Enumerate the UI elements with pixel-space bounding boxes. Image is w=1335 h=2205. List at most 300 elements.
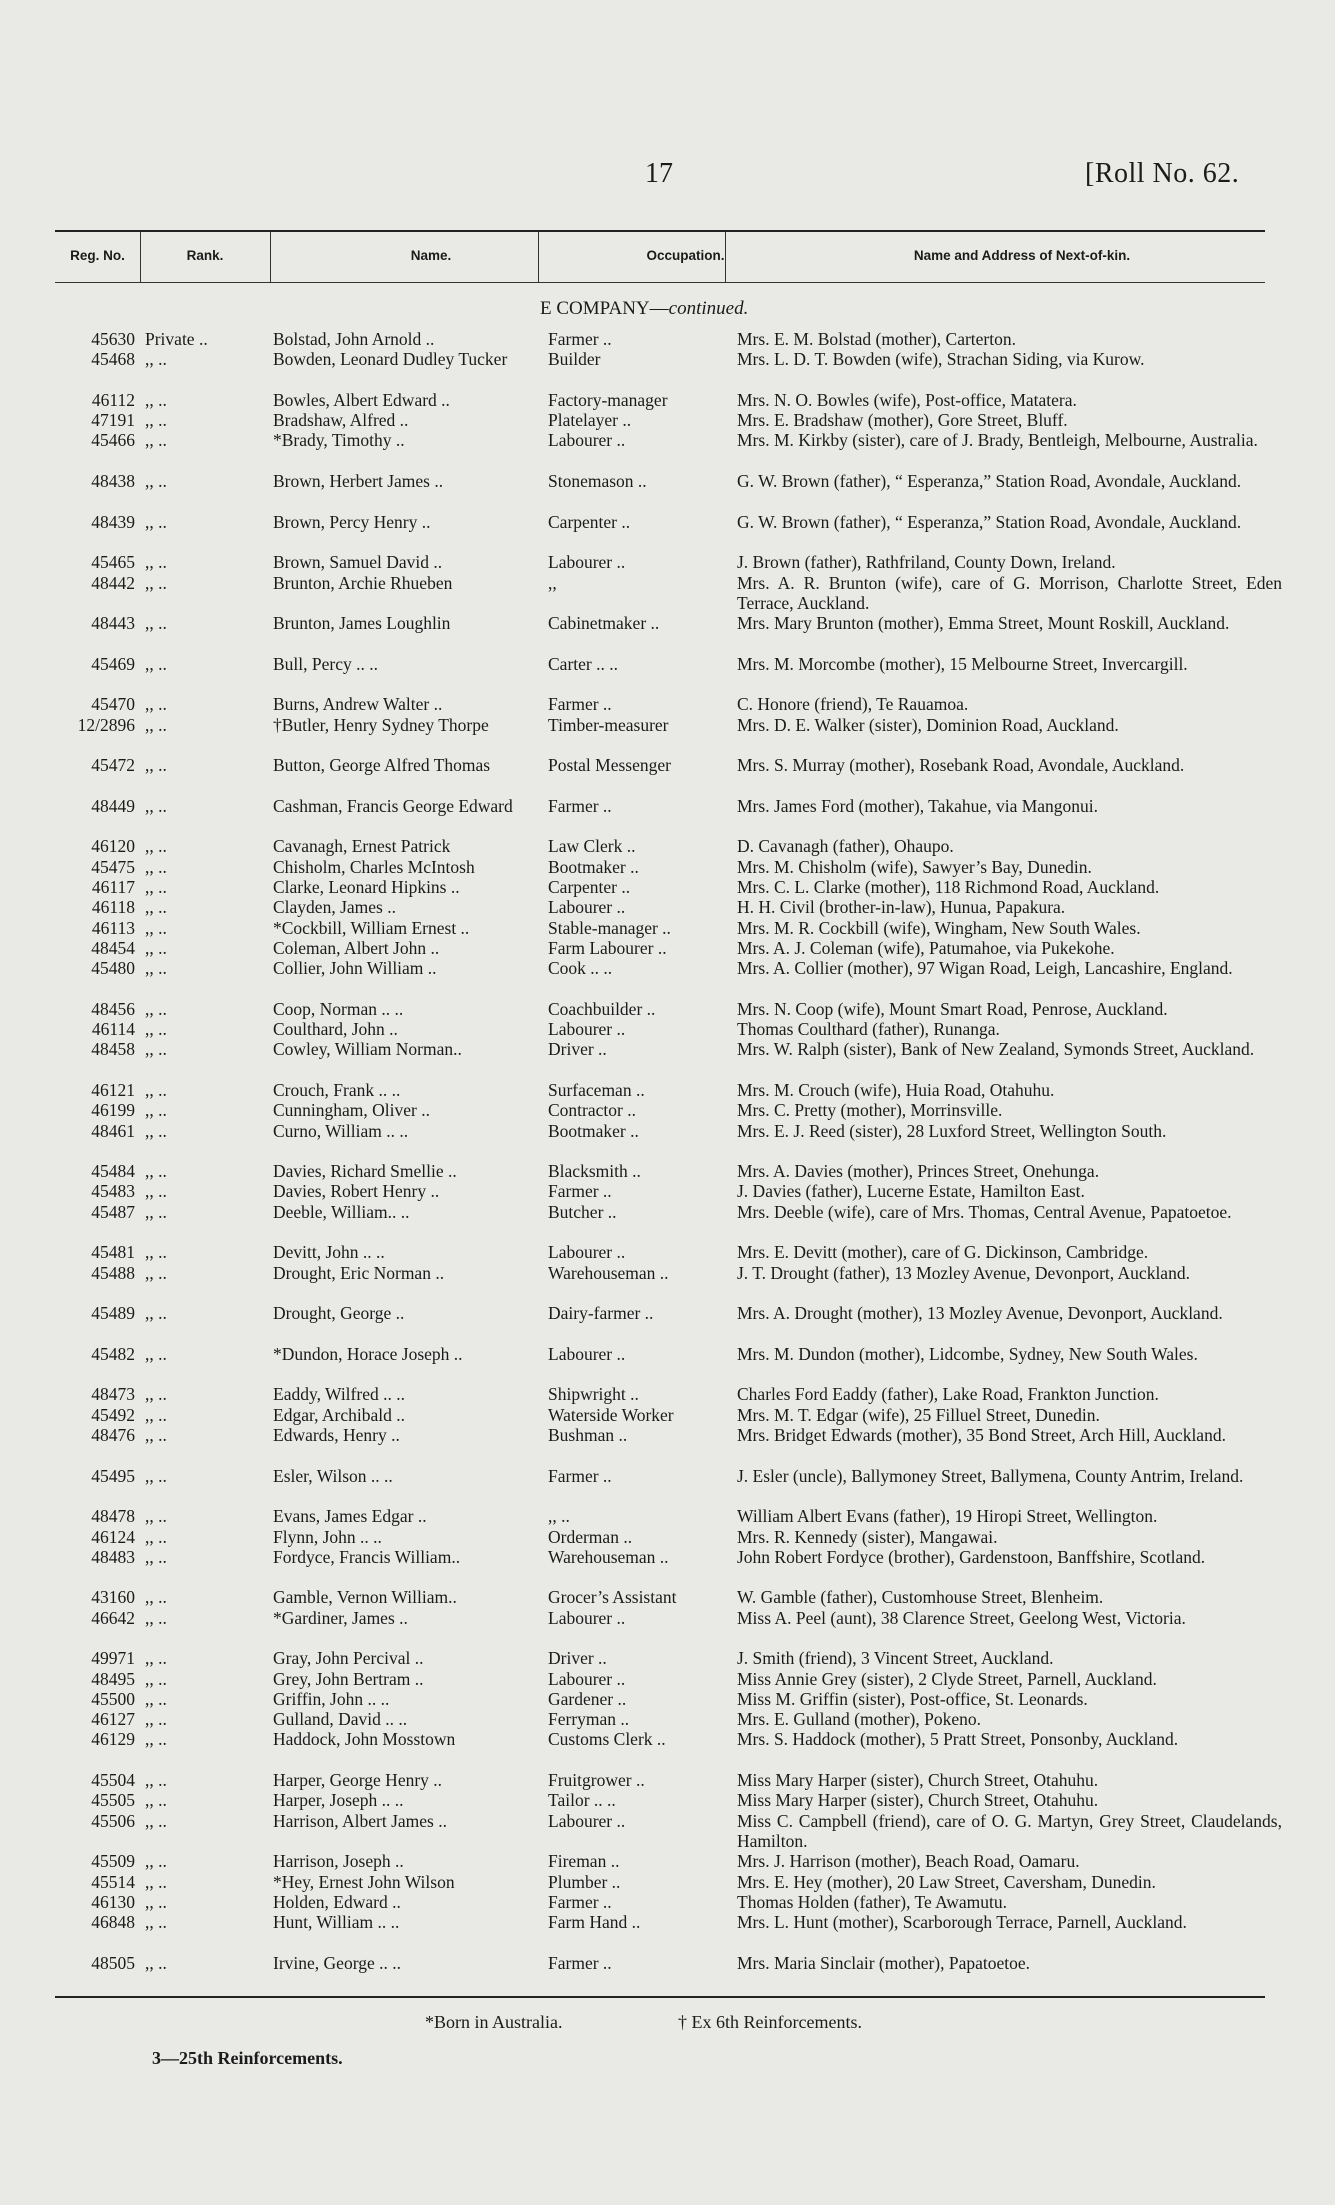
next-of-kin: Mrs. M. T. Edgar (wife), 25 Filluel Street, Dunedin. [737,1404,1100,1425]
table-row [0,1770,1335,1790]
table-bottom-rule [55,1996,1265,1998]
rank: ,, .. [145,1201,167,1222]
rank: ,, .. [145,1039,167,1060]
soldier-name: Bradshaw, Alfred .. [273,410,409,431]
signature-line: 3—25th Reinforcements. [152,2048,343,2068]
reg-number: 49971 [91,1648,135,1669]
rank: ,, .. [145,552,167,573]
soldier-name: Gray, John Percival .. [273,1648,424,1669]
occupation: Tailor .. .. [548,1790,616,1811]
table-row [0,573,1335,614]
reg-number: 48478 [91,1506,135,1527]
reg-number: 45487 [91,1201,135,1222]
reg-number: 12/2896 [77,714,135,735]
table-row [0,1080,1335,1100]
occupation: Farmer .. [548,1891,612,1912]
reg-number: 46114 [91,1019,135,1040]
roll-number: [Roll No. 62. [1085,158,1240,189]
soldier-name: †Butler, Henry Sydney Thorpe [273,714,489,735]
rank: ,, .. [145,897,167,918]
reg-number: 48442 [91,572,135,593]
rank: ,, .. [145,410,167,431]
table-row [0,938,1335,958]
reg-number: 45470 [91,694,135,715]
header-name: Name. [410,248,452,263]
next-of-kin: J. Smith (friend), 3 Vincent Street, Auckland. [737,1648,1054,1669]
table-row [0,512,1335,553]
reg-number: 45506 [91,1810,135,1831]
header-divider [538,232,539,282]
occupation: Driver .. [548,1039,607,1060]
table-row [0,796,1335,837]
reg-number: 48505 [91,1952,135,1973]
next-of-kin: Mrs. C. L. Clarke (mother), 118 Richmond Road, Auckland. [737,877,1160,898]
rank: ,, .. [145,1425,167,1446]
soldier-name: Edwards, Henry .. [273,1425,400,1446]
rank: ,, .. [145,1079,167,1100]
soldier-name: Coop, Norman .. .. [273,998,404,1019]
soldier-name: *Gardiner, James .. [273,1607,408,1628]
occupation: Waterside Worker [548,1404,674,1425]
reg-number: 48476 [91,1425,135,1446]
header-reg-no: Reg. No. [70,248,125,263]
reg-number: 46120 [91,836,135,857]
reg-number: 45475 [91,856,135,877]
occupation: Bushman .. [548,1425,628,1446]
occupation: Platelayer .. [548,410,632,431]
next-of-kin: W. Gamble (father), Customhouse Street, Blenheim. [737,1587,1104,1608]
next-of-kin: Mrs. E. Bradshaw (mother), Gore Street, Bluff. [737,410,1068,431]
table-row [0,390,1335,410]
soldier-name: Chisholm, Charles McIntosh [273,856,475,877]
soldier-name: Edgar, Archibald .. [273,1404,405,1425]
table-row [0,1669,1335,1689]
rank: ,, .. [145,511,167,532]
rank: ,, .. [145,1790,167,1811]
rank: ,, .. [145,1506,167,1527]
next-of-kin: Mrs. W. Ralph (sister), Bank of New Zealand, Symonds Street, Auckland. [737,1039,1255,1060]
rank: ,, .. [145,937,167,958]
soldier-name: Cowley, William Norman.. [273,1039,462,1060]
occupation: Carpenter .. [548,511,631,532]
reg-number: 48438 [91,471,135,492]
rank: ,, .. [145,1688,167,1709]
header-divider [140,232,141,282]
soldier-name: Brunton, Archie Rhueben [273,572,453,593]
next-of-kin: J. Esler (uncle), Ballymoney Street, Ballymena, County Antrim, Ireland. [737,1465,1244,1486]
table-row [0,1405,1335,1425]
soldier-name: Irvine, George .. .. [273,1952,401,1973]
reg-number: 48443 [91,613,135,634]
table-row [0,1425,1335,1466]
rank: ,, .. [145,795,167,816]
next-of-kin: Mrs. M. Morcombe (mother), 15 Melbourne Street, Invercargill. [737,653,1188,674]
occupation: Labourer .. [548,897,626,918]
occupation: Orderman .. [548,1526,633,1547]
rank: ,, .. [145,1729,167,1750]
reg-number: 45469 [91,653,135,674]
occupation: Carter .. .. [548,653,618,674]
table-row [0,1384,1335,1404]
table-row [0,694,1335,714]
soldier-name: Button, George Alfred Thomas [273,755,491,776]
reg-number: 45468 [91,349,135,370]
next-of-kin: Mrs. E. Hey (mother), 20 Law Street, Caversham, Dunedin. [737,1871,1156,1892]
table-row [0,654,1335,695]
occupation: Labourer .. [548,1668,626,1689]
occupation: Coachbuilder .. [548,998,656,1019]
rank: ,, .. [145,958,167,979]
occupation: Labourer .. [548,1343,626,1364]
soldier-name: Bolstad, John Arnold .. [273,329,435,349]
reg-number: 45466 [91,430,135,451]
reg-number: 45505 [91,1790,135,1811]
soldier-name: Drought, Eric Norman .. [273,1262,445,1283]
rank: ,, .. [145,1242,167,1263]
rank: ,, .. [145,1546,167,1567]
next-of-kin: Miss M. Griffin (sister), Post-office, St. Leonards. [737,1688,1088,1709]
table-row [0,1912,1335,1953]
rank: ,, .. [145,1851,167,1872]
soldier-name: Deeble, William.. .. [273,1201,410,1222]
rank: ,, .. [145,1607,167,1628]
occupation: Cabinetmaker .. [548,613,660,634]
rank: ,, .. [145,694,167,715]
soldier-name: Clarke, Leonard Hipkins .. [273,877,460,898]
next-of-kin: J. Brown (father), Rathfriland, County Down, Ireland. [737,552,1116,573]
next-of-kin: Mrs. S. Murray (mother), Rosebank Road, Avondale, Auckland. [737,755,1185,776]
soldier-name: Grey, John Bertram .. [273,1668,424,1689]
next-of-kin: Miss C. Campbell (friend), care of O. G. Martyn, Grey Street, Claudelands, Hamilton. [737,1810,1282,1851]
occupation: Labourer .. [548,1019,626,1040]
table-row [0,1466,1335,1507]
next-of-kin: Miss Mary Harper (sister), Church Street, Otahuhu. [737,1790,1099,1811]
rank: ,, .. [145,1912,167,1933]
reg-number: 46130 [91,1891,135,1912]
next-of-kin: Mrs. M. R. Cockbill (wife), Wingham, New South Wales. [737,917,1141,938]
rank: ,, .. [145,1404,167,1425]
table-row [0,1263,1335,1304]
section-heading: E COMPANY—continued. [540,298,749,319]
reg-number: 46113 [91,917,135,938]
reg-number: 45509 [91,1851,135,1872]
rank: ,, .. [145,877,167,898]
reg-number: 45500 [91,1688,135,1709]
occupation: Stable-manager .. [548,917,671,938]
table-row [0,1953,1335,1973]
reg-number: 45514 [91,1871,135,1892]
soldier-name: *Hey, Ernest John Wilson [273,1871,455,1892]
table-row [0,1547,1335,1588]
table-row [0,1181,1335,1201]
occupation: Bootmaker .. [548,856,639,877]
rank: ,, .. [145,998,167,1019]
reg-number: 48449 [91,795,135,816]
soldier-name: Evans, James Edgar .. [273,1506,427,1527]
occupation: Farmer .. [548,329,612,349]
next-of-kin: William Albert Evans (father), 19 Hiropi Street, Wellington. [737,1506,1158,1527]
header-divider [270,232,271,282]
rank: ,, .. [145,1668,167,1689]
reg-number: 48458 [91,1039,135,1060]
reg-number: 46118 [91,897,135,918]
reg-number: 48483 [91,1546,135,1567]
next-of-kin: Mrs. A. R. Brunton (wife), care of G. Morrison, Charlotte Street, Eden Terrace, Auckland. [737,572,1282,613]
next-of-kin: Mrs. M. Chisholm (wife), Sawyer’s Bay, Dunedin. [737,856,1092,877]
soldier-name: Crouch, Frank .. .. [273,1079,401,1100]
footnote-born-australia: *Born in Australia. [425,2012,563,2032]
soldier-name: Hunt, William .. .. [273,1912,400,1933]
next-of-kin: Mrs. James Ford (mother), Takahue, via Mangonui. [737,795,1099,816]
table-row [0,1648,1335,1668]
table-row [0,613,1335,654]
table-row [0,1689,1335,1709]
occupation: Gardener .. [548,1688,627,1709]
table-row [0,999,1335,1019]
header-rank: Rank. [186,248,224,263]
next-of-kin: Mrs. E. J. Reed (sister), 28 Luxford Street, Wellington South. [737,1120,1167,1141]
table-row [0,410,1335,430]
next-of-kin: John Robert Fordyce (brother), Gardenstoon, Banffshire, Scotland. [737,1546,1206,1567]
occupation: Bootmaker .. [548,1120,639,1141]
next-of-kin: Charles Ford Eaddy (father), Lake Road, Frankton Junction. [737,1384,1159,1405]
reg-number: 45465 [91,552,135,573]
occupation: Cook .. .. [548,958,613,979]
reg-number: 45483 [91,1181,135,1202]
soldier-name: Gulland, David .. .. [273,1709,408,1730]
reg-number: 48439 [91,511,135,532]
rank: ,, .. [145,389,167,410]
next-of-kin: Mrs. N. O. Bowles (wife), Post-office, Matatera. [737,389,1077,410]
next-of-kin: Mrs. A. Davies (mother), Princes Street, Onehunga. [737,1161,1100,1182]
soldier-name: Devitt, John .. .. [273,1242,385,1263]
reg-number: 46129 [91,1729,135,1750]
next-of-kin: Mrs. M. Dundon (mother), Lidcombe, Sydney, New South Wales. [737,1343,1198,1364]
rank: ,, .. [145,572,167,593]
next-of-kin: Miss Annie Grey (sister), 2 Clyde Street, Parnell, Auckland. [737,1668,1157,1689]
rank: ,, .. [145,1709,167,1730]
next-of-kin: Mrs. M. Crouch (wife), Huia Road, Otahuhu. [737,1079,1055,1100]
next-of-kin: Mrs. S. Haddock (mother), 5 Pratt Street, Ponsonby, Auckland. [737,1729,1179,1750]
occupation: Stonemason .. [548,471,647,492]
reg-number: 48495 [91,1668,135,1689]
table-row [0,1344,1335,1385]
soldier-name: Coulthard, John .. [273,1019,398,1040]
occupation: Warehouseman .. [548,1262,669,1283]
reg-number: 46117 [91,877,135,898]
page-number: 17 [645,158,673,189]
occupation: Farm Labourer .. [548,937,667,958]
header-next-of-kin: Name and Address of Next-of-kin. [913,248,1131,263]
next-of-kin: Mrs. A. J. Coleman (wife), Patumahoe, via Pukekohe. [737,937,1115,958]
rank: ,, .. [145,1810,167,1831]
soldier-name: Cashman, Francis George Edward [273,795,513,816]
rank: ,, .. [145,1648,167,1669]
rank: ,, .. [145,653,167,674]
table-row [0,1587,1335,1607]
rank: ,, .. [145,1181,167,1202]
soldier-name: Brown, Samuel David .. [273,552,443,573]
table-row [0,1872,1335,1892]
table-row [0,958,1335,999]
rank: ,, .. [145,1100,167,1121]
occupation: Labourer .. [548,1810,626,1831]
next-of-kin: J. Davies (father), Lucerne Estate, Hamilton East. [737,1181,1085,1202]
soldier-name: *Cockbill, William Ernest .. [273,917,470,938]
table-row [0,430,1335,471]
table-row [0,1527,1335,1547]
reg-number: 43160 [91,1587,135,1608]
occupation: Builder [548,349,601,370]
occupation: Dairy-farmer .. [548,1303,654,1324]
next-of-kin: Mrs. M. Kirkby (sister), care of J. Brady, Bentleigh, Melbourne, Australia. [737,430,1258,451]
soldier-name: Bowden, Leonard Dudley Tucker [273,349,508,370]
occupation: Customs Clerk .. [548,1729,666,1750]
occupation: Labourer .. [548,1242,626,1263]
soldier-name: Coleman, Albert John .. [273,937,440,958]
occupation: Carpenter .. [548,877,631,898]
occupation: Grocer’s Assistant [548,1587,677,1608]
rank: ,, .. [145,1303,167,1324]
next-of-kin: Mrs. Deeble (wife), care of Mrs. Thomas, Central Avenue, Papatoetoe. [737,1201,1232,1222]
next-of-kin: Mrs. L. Hunt (mother), Scarborough Terrace, Parnell, Auckland. [737,1912,1187,1933]
reg-number: 48461 [91,1120,135,1141]
next-of-kin: Mrs. Maria Sinclair (mother), Papatoetoe. [737,1952,1031,1973]
soldier-name: Fordyce, Francis William.. [273,1546,461,1567]
table-row [0,877,1335,897]
soldier-name: Harrison, Albert James .. [273,1810,447,1831]
occupation: Farmer .. [548,795,612,816]
rank: ,, .. [145,471,167,492]
rank: ,, .. [145,1587,167,1608]
next-of-kin: Mrs. J. Harrison (mother), Beach Road, Oamaru. [737,1851,1080,1872]
reg-number: 48473 [91,1384,135,1405]
table-row [0,755,1335,796]
table-row [0,1039,1335,1080]
soldier-name: Haddock, John Mosstown [273,1729,456,1750]
table-row [0,897,1335,917]
reg-number: 47191 [91,410,135,431]
next-of-kin: G. W. Brown (father), “ Esperanza,” Station Road, Avondale, Auckland. [737,471,1242,492]
soldier-name: Esler, Wilson .. .. [273,1465,393,1486]
soldier-name: Bull, Percy .. .. [273,653,378,674]
occupation: Labourer .. [548,552,626,573]
next-of-kin: Mrs. E. Gulland (mother), Pokeno. [737,1709,981,1730]
occupation: Farmer .. [548,1952,612,1973]
table-row [0,329,1335,349]
occupation: Farm Hand .. [548,1912,641,1933]
occupation: Blacksmith .. [548,1161,641,1182]
table-row [0,1506,1335,1526]
reg-number: 48456 [91,998,135,1019]
table-row [0,1811,1335,1852]
soldier-name: Brunton, James Loughlin [273,613,451,634]
next-of-kin: Mrs. N. Coop (wife), Mount Smart Road, Penrose, Auckland. [737,998,1168,1019]
soldier-name: Eaddy, Wilfred .. .. [273,1384,405,1405]
reg-number: 45480 [91,958,135,979]
next-of-kin: Mrs. C. Pretty (mother), Morrinsville. [737,1100,1003,1121]
rank: Private .. [145,329,208,349]
rank: ,, .. [145,1019,167,1040]
next-of-kin: Thomas Coulthard (father), Runanga. [737,1019,1000,1040]
soldier-name: Curno, William .. .. [273,1120,409,1141]
table-row [0,857,1335,877]
soldier-name: Burns, Andrew Walter .. [273,694,443,715]
table-row [0,836,1335,856]
next-of-kin: G. W. Brown (father), “ Esperanza,” Station Road, Avondale, Auckland. [737,511,1242,532]
table-row [0,552,1335,572]
occupation: Contractor .. [548,1100,636,1121]
rank: ,, .. [145,430,167,451]
next-of-kin: Thomas Holden (father), Te Awamutu. [737,1891,1007,1912]
occupation: Labourer .. [548,1607,626,1628]
reg-number: 46848 [91,1912,135,1933]
next-of-kin: Mrs. E. Devitt (mother), care of G. Dickinson, Cambridge. [737,1242,1149,1263]
soldier-name: Flynn, John .. .. [273,1526,382,1547]
reg-number: 45495 [91,1465,135,1486]
rank: ,, .. [145,613,167,634]
rank: ,, .. [145,917,167,938]
reg-number: 45488 [91,1262,135,1283]
soldier-name: *Dundon, Horace Joseph .. [273,1343,463,1364]
occupation: ,, .. [548,1506,570,1527]
soldier-name: Bowles, Albert Edward .. [273,389,450,410]
occupation: Law Clerk .. [548,836,636,857]
soldier-name: Harrison, Joseph .. [273,1851,404,1872]
table-row [0,715,1335,756]
table-row [0,1709,1335,1729]
next-of-kin: C. Honore (friend), Te Rauamoa. [737,694,969,715]
rank: ,, .. [145,1343,167,1364]
table-row [0,349,1335,390]
rank: ,, .. [145,1891,167,1912]
rank: ,, .. [145,1770,167,1791]
occupation: ,, [548,572,557,593]
occupation: Warehouseman .. [548,1546,669,1567]
header-bottom-rule [55,282,1265,283]
rank: ,, .. [145,714,167,735]
soldier-name: Brown, Percy Henry .. [273,511,431,532]
soldier-name: *Brady, Timothy .. [273,430,405,451]
reg-number: 46112 [91,389,135,410]
table-header [55,232,1265,282]
table-row [0,1729,1335,1770]
reg-number: 45482 [91,1343,135,1364]
occupation: Timber-measurer [548,714,669,735]
reg-number: 45484 [91,1161,135,1182]
occupation: Farmer .. [548,1465,612,1486]
table-row [0,1121,1335,1162]
next-of-kin: Mrs. D. E. Walker (sister), Dominion Road, Auckland. [737,714,1119,735]
reg-number: 46127 [91,1709,135,1730]
reg-number: 46121 [91,1079,135,1100]
rank: ,, .. [145,836,167,857]
occupation: Postal Messenger [548,755,671,776]
rank: ,, .. [145,1262,167,1283]
table-row [0,1303,1335,1344]
table-row [0,1161,1335,1181]
table-row [0,1790,1335,1810]
occupation: Driver .. [548,1648,607,1669]
reg-number: 48454 [91,937,135,958]
next-of-kin: J. T. Drought (father), 13 Mozley Avenue, Devonport, Auckland. [737,1262,1190,1283]
table-row [0,1892,1335,1912]
occupation: Ferryman .. [548,1709,630,1730]
soldier-name: Davies, Robert Henry .. [273,1181,440,1202]
occupation: Plumber .. [548,1871,621,1892]
table-row [0,1100,1335,1120]
rank: ,, .. [145,1871,167,1892]
